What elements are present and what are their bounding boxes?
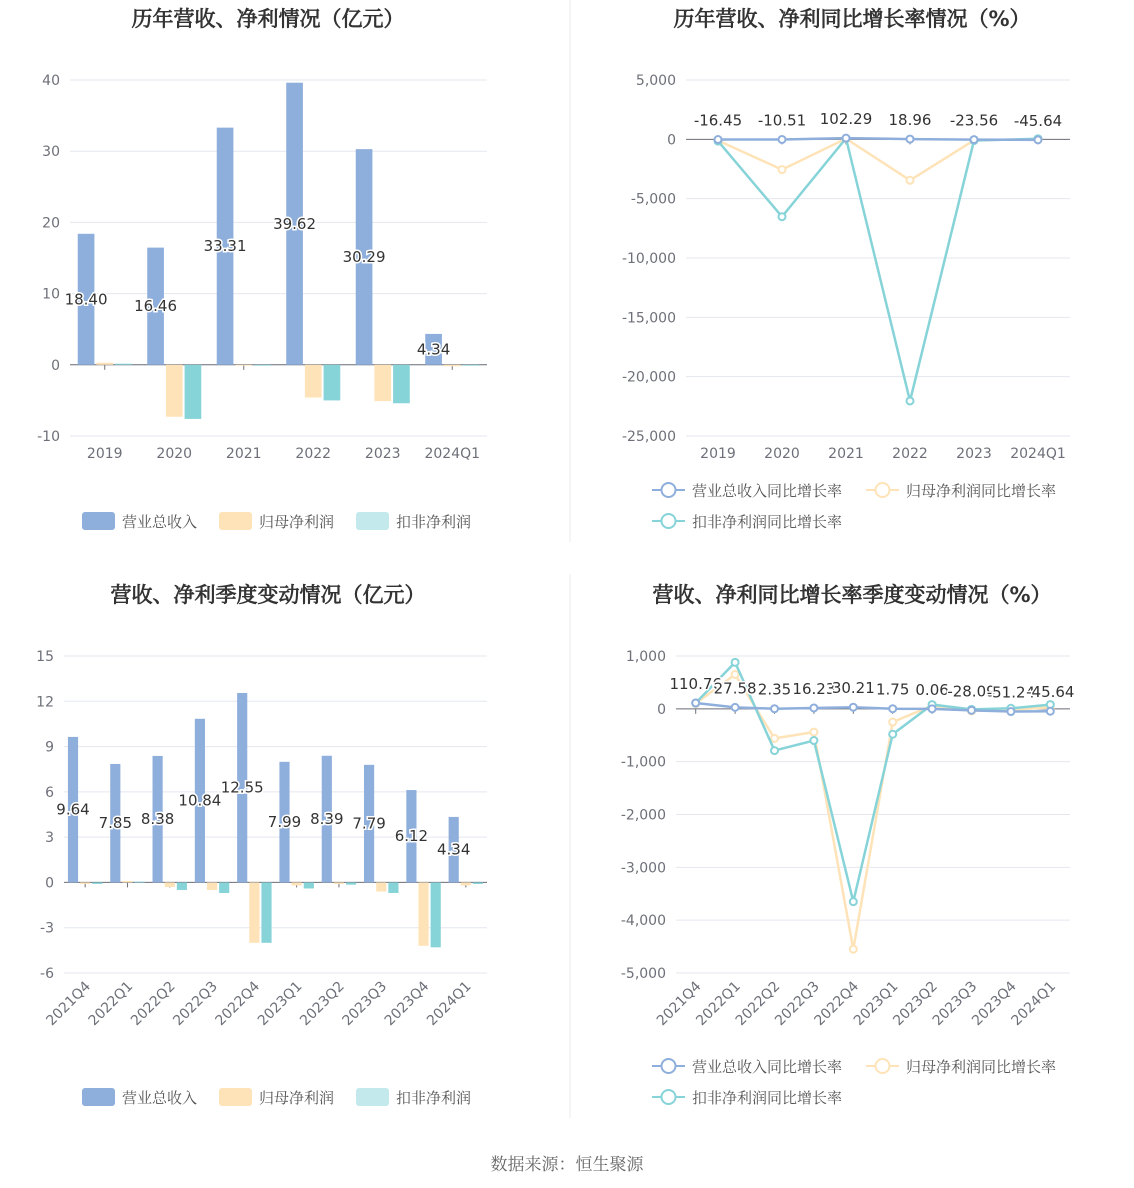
bar-data-label: 8.39 [310, 810, 344, 829]
bar-deducted-profit[interactable] [185, 365, 202, 419]
legend-label: 营业总收入同比增长率 [692, 482, 843, 500]
x-tick-label: 2024Q1 [1008, 978, 1060, 1030]
bar-deducted-profit[interactable] [261, 882, 271, 942]
series-point[interactable] [889, 705, 896, 712]
point-data-label: -45.64 [1013, 111, 1063, 130]
legend-swatch-marker [662, 514, 676, 528]
legend-swatch [219, 1088, 252, 1106]
point-data-label: 110.76 [669, 674, 722, 693]
legend-swatch-marker [662, 483, 676, 497]
series-line-deducted-profit-growth [718, 138, 1038, 401]
series-point[interactable] [779, 213, 786, 220]
y-tick-label: 3 [45, 830, 54, 847]
y-tick-label: -4,000 [620, 913, 666, 930]
quarterly-growth-rate-chart [621, 583, 1075, 1107]
legend-item[interactable] [82, 512, 197, 531]
x-tick-label: 2023Q2 [890, 978, 941, 1030]
bar-data-label: 18.40 [64, 290, 108, 309]
x-tick-label: 2023Q1 [850, 978, 902, 1030]
series-line-revenue-growth [718, 138, 1038, 140]
legend-swatch [82, 1088, 115, 1106]
x-tick-label: 2023 [364, 446, 401, 462]
x-tick-label: 2021 [828, 446, 864, 462]
series-point[interactable] [850, 898, 857, 905]
bar-deducted-profit[interactable] [135, 882, 145, 883]
y-tick-label: 40 [42, 73, 60, 89]
series-point[interactable] [889, 719, 896, 726]
legend-item[interactable] [82, 1088, 197, 1107]
legend-swatch-marker [662, 1059, 676, 1073]
x-tick-label: 2022 [892, 446, 928, 462]
bar-data-label: 4.34 [416, 340, 451, 359]
bar-parent-profit[interactable] [165, 882, 175, 887]
bar-data-label: 39.62 [273, 214, 317, 233]
bar-deducted-profit[interactable] [473, 882, 483, 884]
chart-title: 历年营收、净利同比增长率情况（%） [673, 7, 1031, 31]
y-tick-label: 0 [51, 357, 60, 374]
x-tick-label: 2021 [225, 446, 262, 462]
series-point[interactable] [732, 704, 739, 711]
bar-deducted-profit[interactable] [219, 882, 229, 893]
y-tick-label: 1,000 [625, 649, 666, 665]
legend-item[interactable] [356, 1088, 471, 1107]
bar-deducted-profit[interactable] [346, 882, 356, 884]
bar-data-label: 9.64 [56, 800, 90, 819]
y-tick-label: -2,000 [620, 807, 666, 824]
point-data-label: -45.64 [1026, 683, 1075, 702]
legend-item[interactable] [866, 482, 1056, 500]
y-tick-label: -6 [40, 966, 54, 982]
bar-data-label: 7.85 [98, 814, 133, 833]
x-tick-label: 2024Q1 [424, 446, 481, 462]
y-tick-label: 30 [42, 144, 60, 161]
legend-item[interactable] [356, 512, 471, 531]
y-tick-label: -15,000 [621, 310, 676, 327]
point-data-label: 18.96 [888, 111, 932, 130]
series-point[interactable] [771, 735, 778, 742]
legend-label: 扣非净利润同比增长率 [692, 1089, 843, 1107]
chart-title: 营收、净利季度变动情况（亿元） [110, 583, 426, 607]
series-line-parent-profit-growth [696, 674, 1051, 949]
point-data-label: -23.56 [949, 111, 999, 130]
point-data-label: -28.09 [947, 682, 996, 701]
y-tick-label: 9 [45, 739, 54, 756]
legend-label: 归母净利润 [259, 513, 335, 531]
bar-parent-profit[interactable] [249, 882, 259, 942]
legend-label: 营业总收入 [122, 513, 198, 531]
series-point[interactable] [907, 177, 914, 184]
bar-parent-profit[interactable] [374, 365, 391, 401]
y-tick-label: -10 [37, 429, 60, 445]
quarterly-revenue-profit-chart [36, 583, 487, 1107]
x-tick-label: 2020 [764, 446, 800, 462]
point-data-label: 27.58 [713, 679, 757, 698]
x-tick-label: 2019 [86, 446, 123, 462]
legend-swatch-marker [662, 1090, 676, 1104]
bar-deducted-profit[interactable] [463, 365, 480, 366]
x-tick-label: 2023Q4 [969, 978, 1020, 1030]
point-data-label: 0.06 [915, 680, 949, 699]
point-data-label: -16.45 [693, 111, 743, 130]
y-tick-label: 0 [667, 132, 676, 149]
bar-deducted-profit[interactable] [431, 882, 441, 947]
point-data-label: 102.29 [819, 110, 873, 129]
bar-parent-profit[interactable] [444, 365, 461, 366]
legend-swatch [219, 512, 252, 530]
bar-data-label: 30.29 [342, 247, 386, 266]
y-tick-label: 10 [42, 286, 60, 303]
point-data-label: 30.21 [831, 679, 875, 698]
x-tick-label: 2024Q1 [1010, 446, 1066, 462]
bar-data-label: 12.55 [220, 778, 264, 797]
series-point[interactable] [929, 705, 936, 712]
legend-item[interactable] [219, 512, 334, 531]
x-tick-label: 2022Q1 [85, 978, 137, 1030]
x-tick-label: 2022Q3 [772, 978, 823, 1030]
series-point[interactable] [810, 729, 817, 736]
x-tick-label: 2021Q4 [653, 978, 705, 1030]
series-point[interactable] [810, 704, 817, 711]
x-tick-label: 2023Q3 [339, 978, 391, 1030]
series-point[interactable] [850, 946, 857, 953]
series-point[interactable] [771, 747, 778, 754]
y-tick-label: 5,000 [635, 73, 676, 89]
point-data-label: -10.51 [757, 111, 807, 130]
x-tick-label: 2019 [700, 446, 736, 462]
series-point[interactable] [810, 737, 817, 744]
y-tick-label: 0 [657, 701, 666, 718]
legend-label: 营业总收入同比增长率 [692, 1058, 843, 1076]
bar-deducted-profit[interactable] [92, 882, 102, 884]
x-tick-label: 2020 [156, 446, 193, 462]
legend-label: 扣非净利润 [396, 1089, 472, 1107]
bar-parent-profit[interactable] [235, 365, 252, 366]
x-tick-label: 2023Q2 [297, 978, 348, 1030]
bar-parent-profit[interactable] [292, 882, 302, 885]
y-tick-label: -25,000 [621, 429, 676, 445]
y-tick-label: -3,000 [620, 860, 666, 877]
point-data-label: 16.23 [792, 679, 836, 698]
bar-deducted-profit[interactable] [115, 364, 132, 365]
legend-item[interactable] [219, 1088, 334, 1107]
bar-data-label: 10.84 [178, 791, 222, 810]
bar-deducted-profit[interactable] [304, 882, 314, 888]
legend-item[interactable] [652, 482, 842, 500]
x-tick-label: 2022Q4 [811, 978, 863, 1030]
annual-revenue-profit-chart [37, 7, 487, 531]
series-point[interactable] [779, 166, 786, 173]
x-tick-label: 2023 [956, 446, 992, 462]
series-point[interactable] [1007, 708, 1014, 715]
series-line-parent-profit-growth [718, 139, 1038, 181]
bar-parent-profit[interactable] [305, 365, 322, 398]
bar-deducted-profit[interactable] [177, 882, 187, 890]
legend-label: 归母净利润同比增长率 [906, 482, 1057, 500]
series-point[interactable] [850, 704, 857, 711]
legend-swatch [356, 512, 389, 530]
bar-data-label: 7.99 [267, 813, 302, 832]
legend-swatch [82, 512, 115, 530]
series-point[interactable] [907, 397, 914, 404]
x-tick-label: 2022Q4 [212, 978, 264, 1030]
chart-title: 营收、净利同比增长率季度变动情况（%） [652, 583, 1052, 607]
bar-parent-profit[interactable] [96, 363, 113, 365]
bar-deducted-profit[interactable] [324, 365, 341, 401]
bar-parent-profit[interactable] [166, 365, 183, 417]
series-point[interactable] [907, 136, 914, 143]
legend-item[interactable] [652, 513, 842, 531]
chart-title: 历年营收、净利情况（亿元） [131, 7, 405, 31]
y-tick-label: 15 [36, 649, 54, 665]
data-source-label: 数据来源：恒生聚源 [490, 1155, 644, 1175]
bar-parent-profit[interactable] [376, 882, 386, 891]
legend-swatch-marker [876, 483, 890, 497]
x-tick-label: 2023Q1 [254, 978, 306, 1030]
bar-deducted-profit[interactable] [254, 365, 271, 366]
y-tick-label: -3 [40, 920, 54, 937]
series-line-revenue-growth [696, 703, 1051, 712]
point-data-label: -51.24 [986, 683, 1036, 702]
x-tick-label: 2021Q4 [43, 978, 94, 1030]
legend-swatch-marker [876, 1059, 890, 1073]
series-point[interactable] [779, 136, 786, 143]
series-point[interactable] [692, 699, 699, 706]
series-point[interactable] [843, 135, 850, 142]
x-tick-label: 2022Q3 [170, 978, 221, 1030]
y-tick-label: -20,000 [621, 369, 676, 386]
bar-data-label: 6.12 [394, 827, 429, 846]
series-point[interactable] [889, 731, 896, 738]
series-point[interactable] [771, 705, 778, 712]
y-tick-label: -5,000 [630, 191, 676, 208]
legend-label: 归母净利润同比增长率 [906, 1058, 1057, 1076]
series-point[interactable] [1035, 136, 1042, 143]
point-data-label: 2.35 [757, 680, 792, 699]
y-tick-label: 6 [45, 784, 54, 801]
legend-item[interactable] [652, 1058, 842, 1076]
y-tick-label: -5,000 [620, 966, 666, 982]
bar-data-label: 33.31 [203, 237, 247, 256]
x-tick-label: 2022 [295, 446, 332, 462]
legend-label: 扣非净利润同比增长率 [692, 513, 843, 531]
series-point[interactable] [971, 136, 978, 143]
point-data-label: 1.75 [875, 680, 910, 699]
bar-data-label: 7.79 [352, 814, 386, 833]
bar-parent-profit[interactable] [334, 882, 344, 884]
legend-label: 扣非净利润 [396, 513, 472, 531]
bar-parent-profit[interactable] [122, 881, 132, 883]
bar-data-label: 16.46 [134, 297, 178, 316]
y-tick-label: -1,000 [620, 754, 666, 771]
annual-growth-rate-chart [622, 7, 1070, 531]
x-tick-label: 2023Q3 [929, 978, 981, 1030]
bar-data-label: 8.38 [140, 810, 175, 829]
x-tick-label: 2023Q4 [381, 978, 433, 1030]
y-tick-label: 12 [36, 694, 54, 711]
x-tick-label: 2022Q2 [732, 978, 784, 1030]
legend-label: 归母净利润 [259, 1089, 335, 1107]
series-point[interactable] [715, 136, 722, 143]
bar-parent-profit[interactable] [80, 882, 90, 884]
legend-label: 营业总收入 [122, 1089, 198, 1107]
x-tick-label: 2022Q2 [127, 978, 179, 1030]
bar-deducted-profit[interactable] [388, 882, 398, 893]
x-tick-label: 2022Q1 [693, 978, 744, 1030]
bar-data-label: 4.34 [436, 840, 471, 859]
y-tick-label: -10,000 [621, 251, 676, 267]
series-point[interactable] [732, 671, 739, 678]
y-tick-label: 0 [45, 875, 54, 892]
series-point[interactable] [732, 659, 739, 666]
legend-item[interactable] [866, 1058, 1056, 1076]
bar-parent-profit[interactable] [461, 882, 471, 885]
series-point[interactable] [1047, 708, 1054, 715]
bar-deducted-profit[interactable] [393, 365, 410, 403]
legend-swatch [356, 1088, 389, 1106]
bar-parent-profit[interactable] [207, 882, 217, 890]
bar-parent-profit[interactable] [418, 882, 428, 945]
series-point[interactable] [968, 707, 975, 714]
y-tick-label: 20 [42, 215, 60, 232]
legend-item[interactable] [652, 1089, 842, 1107]
x-tick-label: 2024Q1 [424, 978, 475, 1030]
